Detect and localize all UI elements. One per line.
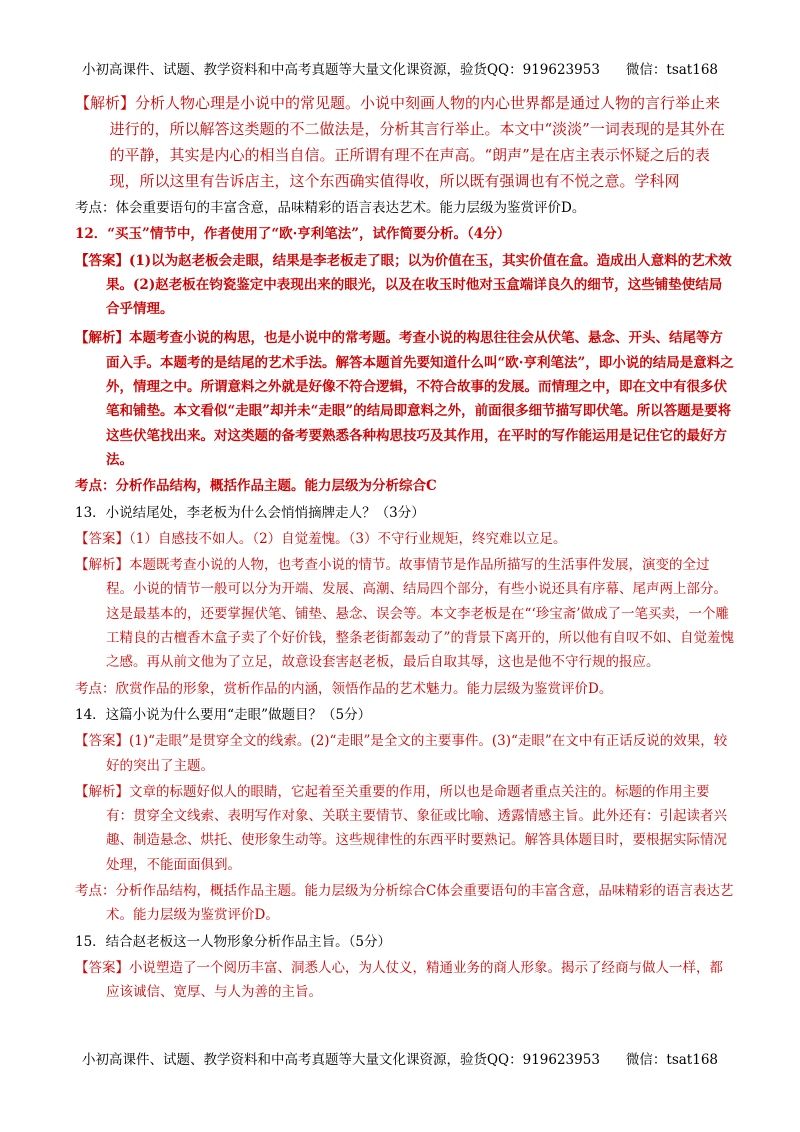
question-text: 14．这篇小说为什么要用“走眼”做题目？（5分） xyxy=(75,706,372,723)
kaodian-text: 考点：分析作品结构，概括作品主题。能力层级为分析综合C体会重要语句的丰富含意，品味精彩的语言表达艺术。能力层级为鉴赏评价D。 xyxy=(75,883,734,924)
analysis-block-14 xyxy=(75,780,735,877)
answer-text: (1)“走眼”是贯穿全文的线索。(2)“走眼”是全文的主要事件。(3)“走眼”在文中有正话反说的效果，较好的突出了主题。 xyxy=(106,733,728,774)
question-text: 12．“买玉”情节中，作者使用了“欧·亨利笔法”，试作简要分析。（4分） xyxy=(75,226,511,243)
answer-text: （1）自感技不如人。（2）自觉羞愧。（3）不守行业规矩，终究难以立足。 xyxy=(129,530,567,547)
answer-tag: 【答案】 xyxy=(75,733,129,750)
question-12 xyxy=(75,222,735,246)
page-footer xyxy=(0,1048,800,1068)
answer-14 xyxy=(75,729,735,778)
kaodian-12 xyxy=(75,474,735,498)
analysis-text: 分析人物心理是小说中的常见题。小说中刻画人物的内心世界都是通过人物的言行举止来进行的，所以解答这类题的不二做法是，分析其言行举止。本文中“淡淡”一词表现的是其外在的平静，其实是内心的相当自信。正所谓有理不在声高。“朗声”是在店主表示怀疑之后的表现，所以这里有告诉店主，这个东西确实值得收，所以既有强调也有不悦之意。学科网 xyxy=(109,94,725,190)
analysis-tag: 【解析】 xyxy=(75,330,129,347)
page-header xyxy=(0,58,800,78)
analysis-tag: 【解析】 xyxy=(75,557,129,574)
footer-text: 小初高课件、试题、教学资料和中高考真题等大量文化课资源，验货QQ：919623953 xyxy=(81,1052,600,1068)
answer-text: 小说塑造了一个阅历丰富、洞悉人心，为人仗义，精通业务的商人形象。揭示了经商与做人一样，都应该诚信、宽厚、与人为善的主旨。 xyxy=(106,959,723,1001)
kaodian-text: 考点：分析作品结构，概括作品主题。能力层级为分析综合C xyxy=(75,478,437,495)
answer-13 xyxy=(75,527,735,551)
kaodian-14 xyxy=(75,879,735,928)
answer-text: (1)以为赵老板会走眼，结果是李老板走了眼；以为价值在玉，其实价值在盒。造成出人意料的艺术效果。(2)赵老板在钧瓷鉴定中表现出来的眼光，以及在收玉时他对玉盒端详良久的细节，这些铺垫使结局合乎情理。 xyxy=(106,252,732,318)
footer-wechat: 微信：tsat168 xyxy=(625,1052,719,1068)
question-text: 13．小说结尾处，李老板为什么会悄悄摘牌走人？（3分） xyxy=(75,504,425,521)
header-wechat: 微信：tsat168 xyxy=(625,62,719,78)
analysis-tag: 【解析】 xyxy=(75,94,136,112)
analysis-text: 本题考查小说的构思，也是小说中的常考题。考查小说的构思往往会从伏笔、悬念、开头、结尾等方面入手。本题考的是结尾的艺术手法。解答本题首先要知道什么叫“欧·亨利笔法”，即小说的结局是意料之外，情理之中。所谓意料之外就是好像不符合逻辑，不符合故事的发展。而情理之中，即在文中有很多伏笔和铺垫。本文看似“走眼”却并未“走眼”的结局即意料之外，前面很多细节描写即伏笔。所以答题是要将这些伏笔找出来。对这类题的备考要熟悉各种构思技巧及其作用，在平时的写作能运用是记住它的最好方法。 xyxy=(106,330,734,468)
kaodian-text: 考点：欣赏作品的形象，赏析作品的内涵，领悟作品的艺术魅力。能力层级为鉴赏评价D。 xyxy=(75,680,613,697)
question-15 xyxy=(75,930,735,954)
analysis-block-11 xyxy=(75,90,735,194)
kaodian-11 xyxy=(75,196,735,220)
question-14 xyxy=(75,703,735,727)
page-content xyxy=(75,90,735,1007)
answer-tag: 【答案】 xyxy=(75,959,129,976)
question-13 xyxy=(75,501,735,525)
question-text: 15．结合赵老板这一人物形象分析作品主旨。（5分） xyxy=(75,933,392,950)
answer-15 xyxy=(75,956,735,1005)
analysis-block-12 xyxy=(75,326,735,472)
header-text: 小初高课件、试题、教学资料和中高考真题等大量文化课资源，验货QQ：919623953 xyxy=(81,62,600,78)
answer-12 xyxy=(75,249,735,322)
analysis-text: 本题既考查小说的人物，也考查小说的情节。故事情节是作品所描写的生活事件发展，演变的全过程。小说的情节一般可以分为开端、发展、高潮、结局四个部分，有些小说还具有序幕、尾声两上部分。这是最基本的，还要掌握伏笔、铺垫、悬念、误会等。本文李老板是在“‘珍宝斋’做成了一笔买卖，一个雕工精良的古檀香木盒子卖了个好价钱，整条老街都轰动了”的背景下离开的，所以他有自叹不如、自觉羞愧之感。再从前文他为了立足，故意设套害赵老板，最后自取其辱，这也是他不守行规的报应。 xyxy=(106,557,734,671)
answer-tag: 【答案】 xyxy=(75,252,129,269)
kaodian-text: 考点：体会重要语句的丰富含意，品味精彩的语言表达艺术。能力层级为鉴赏评价D。 xyxy=(75,200,586,216)
analysis-block-13 xyxy=(75,553,735,674)
kaodian-13 xyxy=(75,677,735,701)
analysis-tag: 【解析】 xyxy=(75,783,129,800)
analysis-text: 文章的标题好似人的眼睛，它起着至关重要的作用，所以也是命题者重点关注的。标题的作用主要有：贯穿全文线索、表明写作对象、关联主要情节、象征或比喻、透露情感主旨。此外还有：引起读者兴趣、制造悬念、烘托、使形象生动等。这些规律性的东西平时要熟记。解答具体题目时，要根据实际情况处理，不能面面俱到。 xyxy=(106,783,728,873)
answer-tag: 【答案】 xyxy=(75,530,129,547)
